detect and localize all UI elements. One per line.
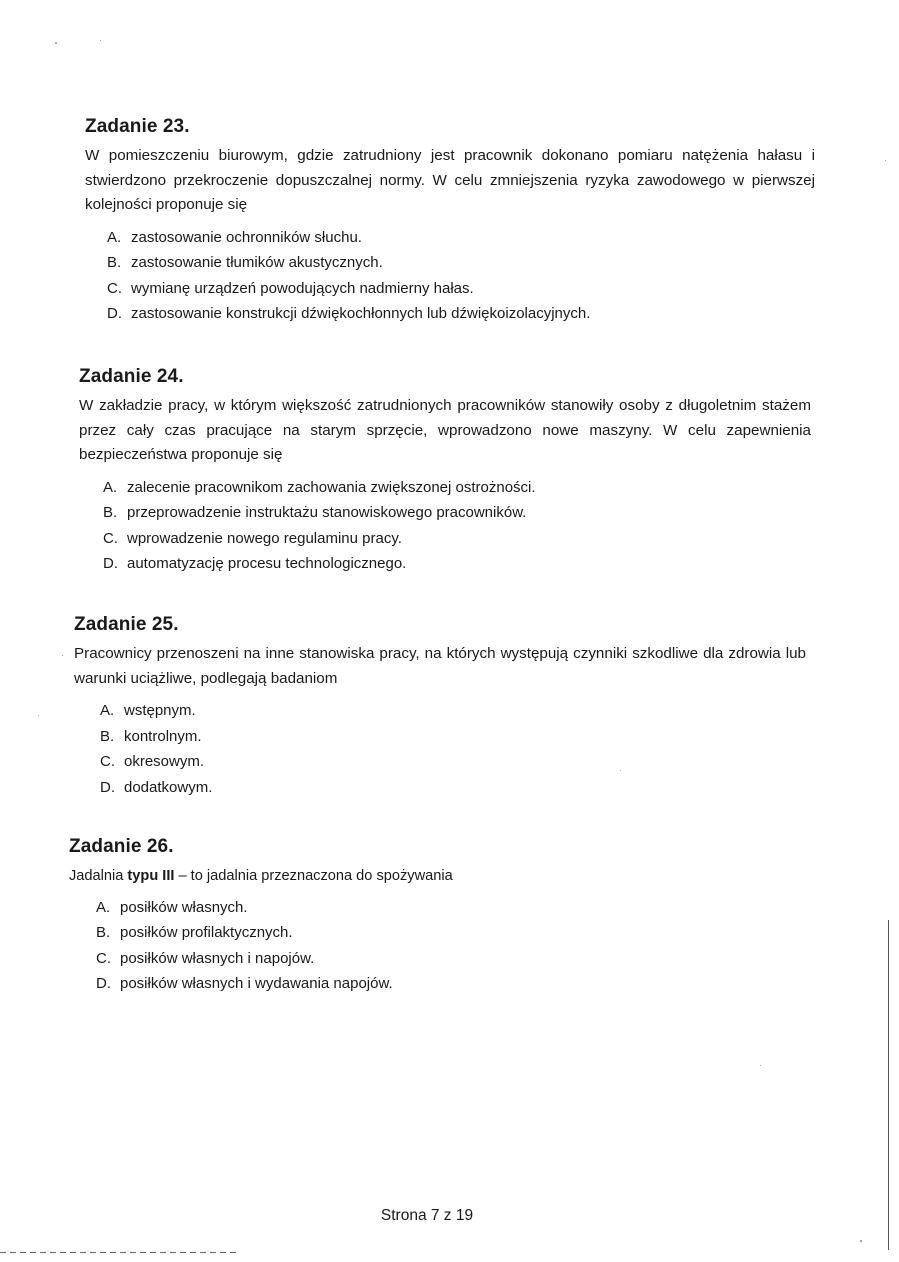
task-title: Zadanie 24. bbox=[79, 366, 184, 387]
answer-options bbox=[96, 895, 801, 997]
option-text: zastosowanie konstrukcji dźwiękochłonnych lub dźwiękoizolacyjnych. bbox=[131, 305, 591, 323]
task-title: Zadanie 26. bbox=[69, 836, 174, 857]
option-text: posiłków profilaktycznych. bbox=[120, 924, 293, 942]
option-letter: A. bbox=[103, 478, 118, 496]
option-text: wstępnym. bbox=[124, 702, 196, 719]
scan-speck bbox=[62, 655, 63, 656]
question-suffix: – to jadalnia przeznaczona do spożywania bbox=[174, 868, 453, 884]
scan-speck bbox=[860, 1240, 862, 1242]
task-25 bbox=[74, 614, 806, 800]
option-text: przeprowadzenie instruktażu stanowiskowego pracowników. bbox=[127, 504, 527, 522]
option-text: okresowym. bbox=[124, 753, 205, 771]
scan-speck bbox=[760, 1065, 761, 1066]
option-text: wprowadzenie nowego regulaminu pracy. bbox=[127, 529, 402, 547]
task-24 bbox=[79, 366, 811, 577]
scan-artifact-bottom-edge bbox=[0, 1252, 240, 1253]
option-text: automatyzację procesu technologicznego. bbox=[127, 555, 407, 573]
option-b bbox=[96, 920, 801, 946]
answer-options bbox=[103, 475, 811, 577]
option-text: zastosowanie tłumików akustycznych. bbox=[131, 254, 383, 272]
option-letter: A. bbox=[96, 898, 111, 916]
scan-speck bbox=[55, 42, 57, 44]
option-d bbox=[96, 971, 801, 997]
question-bold-term: typu III bbox=[127, 868, 175, 884]
option-text: posiłków własnych. bbox=[120, 898, 248, 916]
scan-speck bbox=[885, 160, 886, 161]
scan-speck bbox=[38, 715, 39, 716]
option-c bbox=[100, 749, 806, 775]
scan-speck bbox=[620, 770, 621, 771]
scan-speck bbox=[100, 40, 101, 41]
option-text: posiłków własnych i napojów. bbox=[120, 949, 315, 967]
page-number: Strona 7 z 19 bbox=[380, 1207, 474, 1224]
option-text: wymianę urządzeń powodujących nadmierny hałas. bbox=[131, 279, 474, 297]
task-26 bbox=[69, 836, 801, 997]
option-b bbox=[107, 250, 815, 276]
option-letter: B. bbox=[100, 727, 115, 745]
option-a bbox=[96, 895, 801, 921]
option-text: zalecenie pracownikom zachowania zwiększonej ostrożności. bbox=[127, 478, 536, 496]
question-prefix: Jadalnia bbox=[69, 868, 128, 884]
option-a bbox=[100, 698, 806, 724]
option-letter: C. bbox=[107, 279, 122, 297]
task-title: Zadanie 25. bbox=[74, 614, 179, 635]
option-d bbox=[107, 301, 815, 327]
task-question: W pomieszczeniu biurowym, gdzie zatrudniony jest pracownik dokonano pomiaru natężenia hałasu i stwierdzono przekroczenie dopuszczalnej normy. W celu zmniejszenia ryzyka zawodowego w pierwszej kolejności proponuje się bbox=[85, 147, 815, 213]
task-question bbox=[69, 864, 801, 889]
option-letter: B. bbox=[107, 254, 122, 272]
option-letter: B. bbox=[96, 924, 111, 942]
option-letter: B. bbox=[103, 504, 118, 522]
option-letter: D. bbox=[107, 305, 122, 323]
option-text: kontrolnym. bbox=[124, 727, 202, 745]
option-a bbox=[107, 225, 815, 251]
option-letter: D. bbox=[103, 555, 118, 573]
option-text: zastosowanie ochronników słuchu. bbox=[131, 228, 362, 246]
option-letter: C. bbox=[100, 753, 115, 771]
option-letter: D. bbox=[100, 778, 115, 796]
option-letter: D. bbox=[96, 975, 111, 993]
option-b bbox=[103, 500, 811, 526]
option-a bbox=[103, 475, 811, 501]
answer-options bbox=[100, 698, 806, 800]
scan-artifact-right-edge bbox=[888, 920, 889, 1250]
option-text: dodatkowym. bbox=[124, 778, 213, 796]
option-c bbox=[96, 946, 801, 972]
option-letter: C. bbox=[103, 529, 118, 547]
option-d bbox=[100, 775, 806, 801]
option-d bbox=[103, 551, 811, 577]
task-23 bbox=[85, 116, 815, 327]
task-question: Pracownicy przenoszeni na inne stanowiska pracy, na których występują czynniki szkodliwe dla zdrowia lub warunki uciążliwe, podlegają badaniom bbox=[74, 645, 806, 687]
task-question: W zakładzie pracy, w którym większość zatrudnionych pracowników stanowiły osoby z długoletnim stażem przez cały czas pracujące na starym sprzęcie, wprowadzono nowe maszyny. W celu zapewnienia bezpieczeństwa proponuje się bbox=[79, 397, 811, 463]
option-letter: C. bbox=[96, 949, 111, 967]
option-b bbox=[100, 724, 806, 750]
option-c bbox=[107, 276, 815, 302]
task-title: Zadanie 23. bbox=[85, 116, 190, 137]
option-letter: A. bbox=[100, 702, 115, 719]
option-letter: A. bbox=[107, 228, 122, 246]
answer-options bbox=[107, 225, 815, 327]
option-c bbox=[103, 526, 811, 552]
option-text: posiłków własnych i wydawania napojów. bbox=[120, 975, 393, 993]
